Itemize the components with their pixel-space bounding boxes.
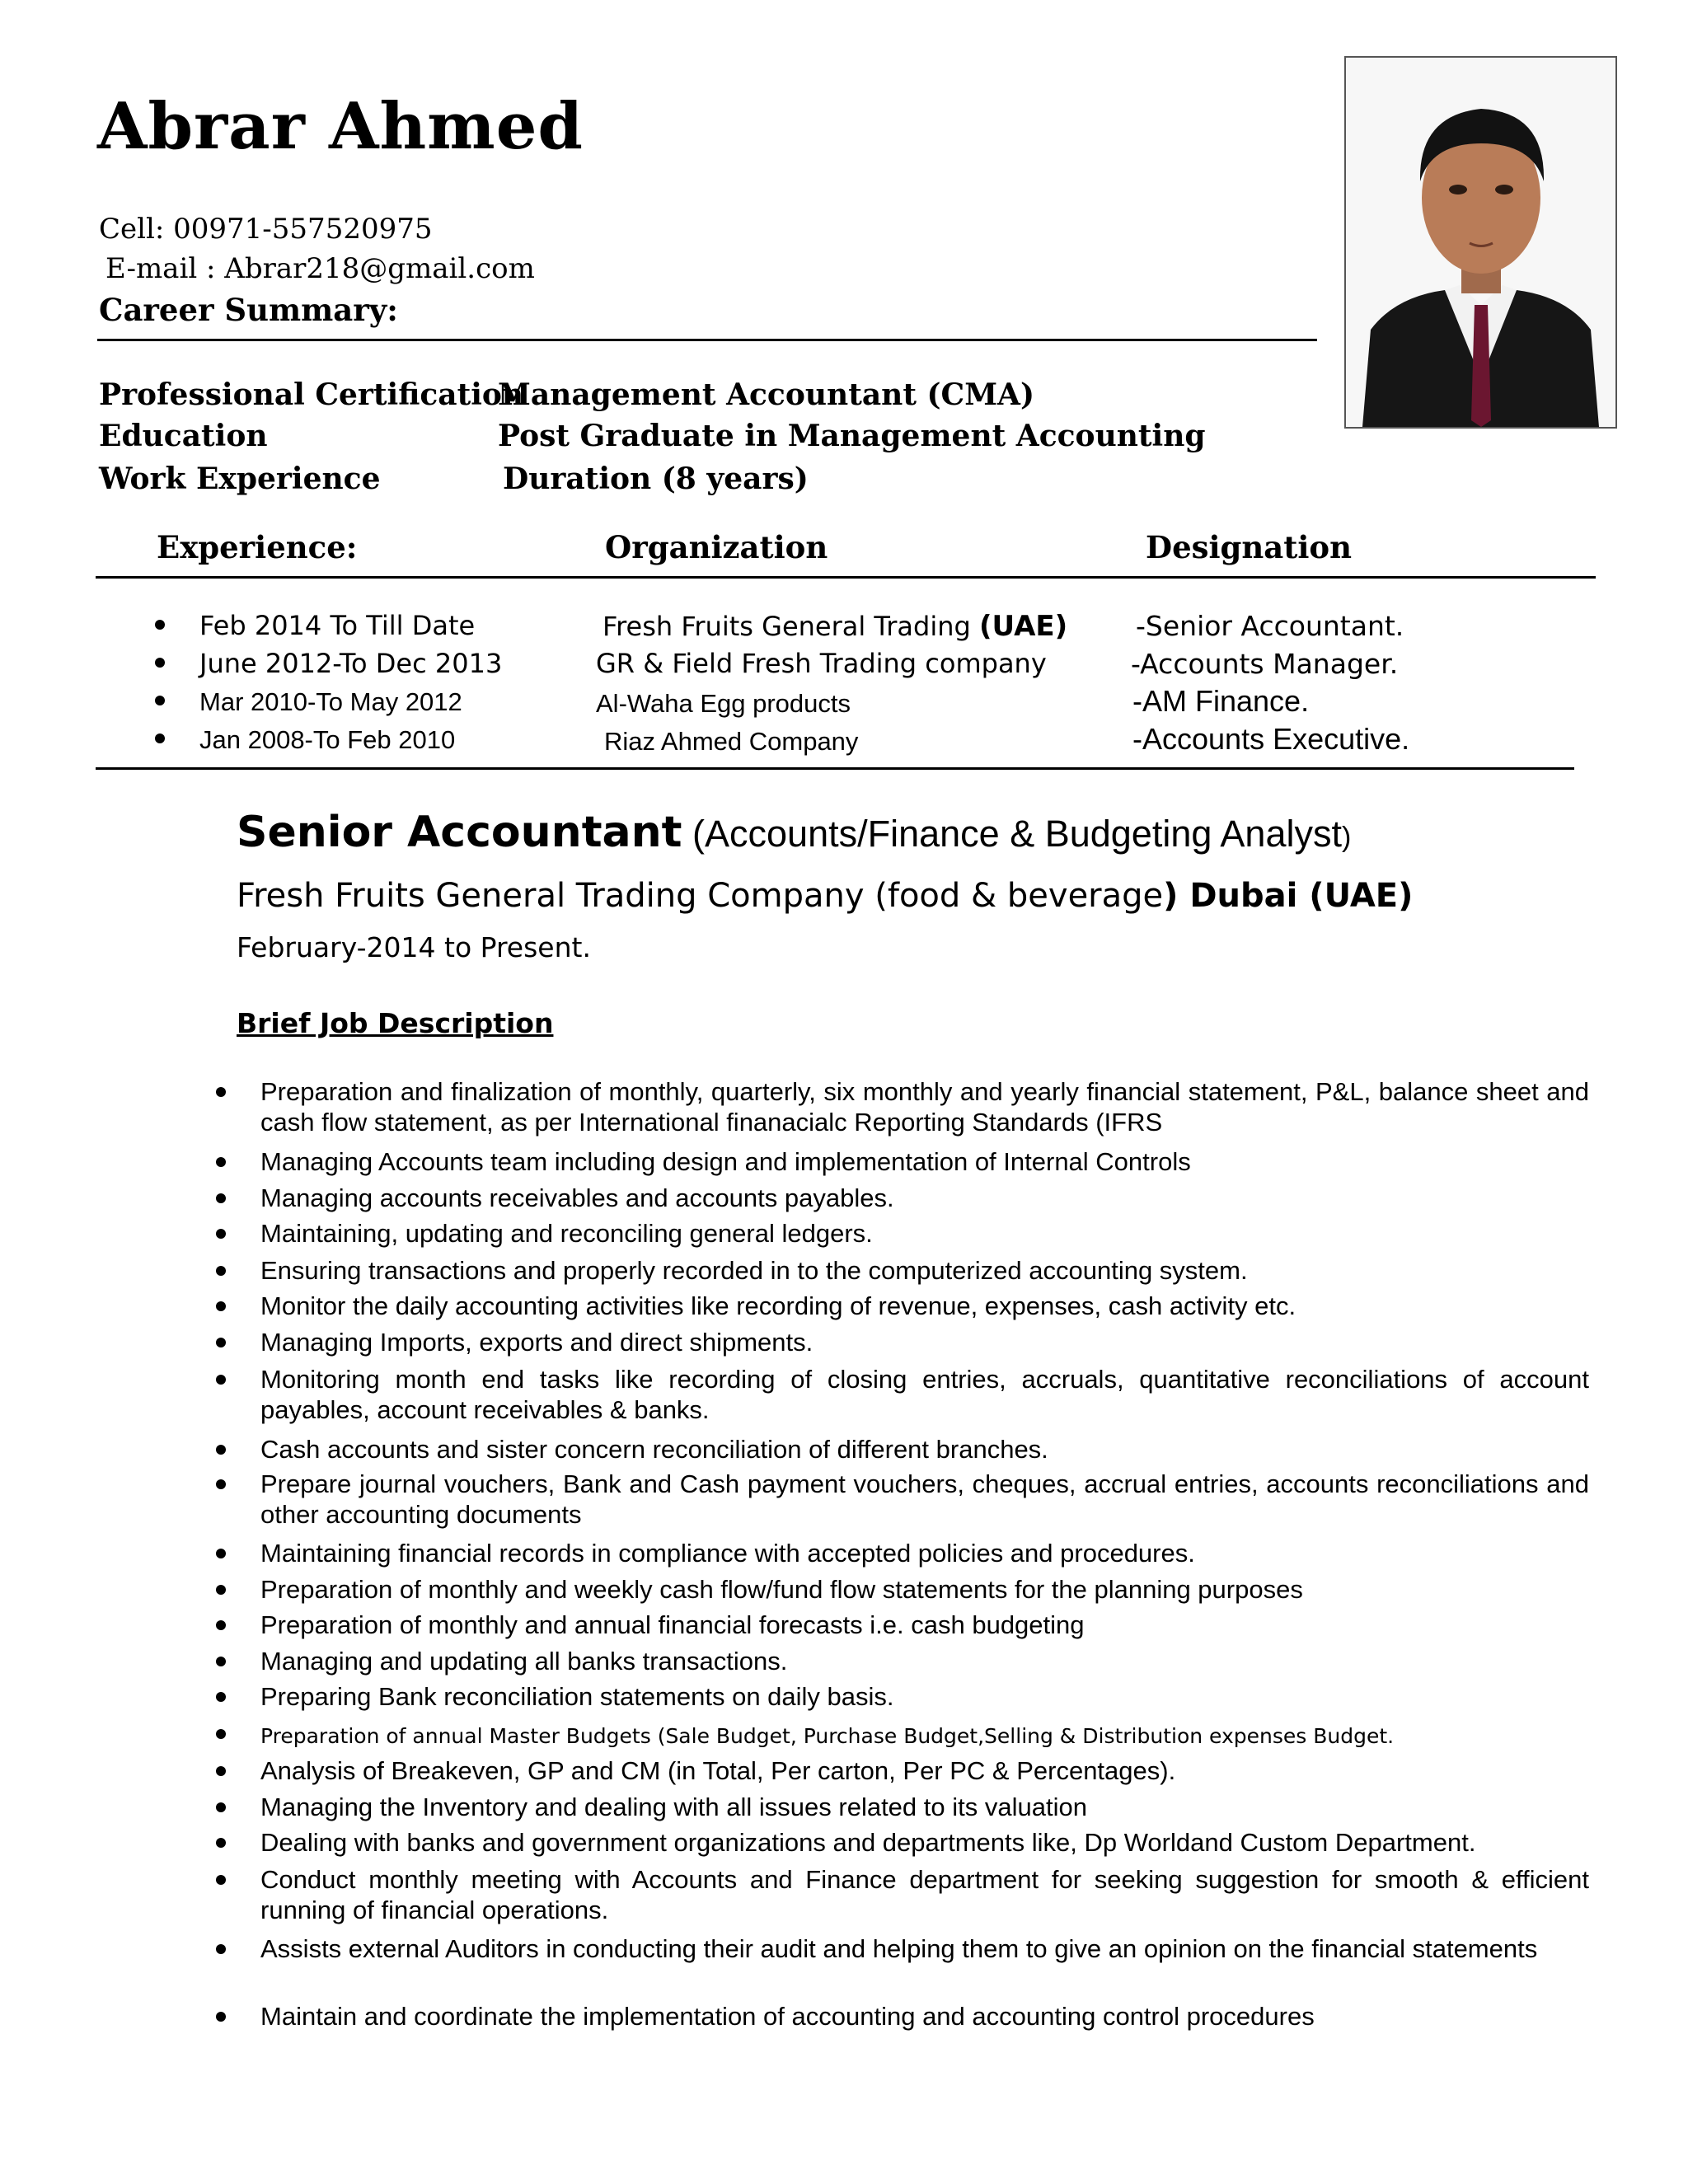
- experience-column-header: Experience:: [157, 529, 358, 565]
- organization-column-header: Organization: [605, 529, 828, 565]
- experience-period: June 2012-To Dec 2013: [199, 648, 503, 679]
- experience-period: Jan 2008-To Feb 2010: [199, 725, 456, 754]
- designation-column-header: Designation: [1146, 529, 1352, 565]
- bullet-icon: [216, 1479, 226, 1489]
- duty-item: Preparation of monthly and annual financial forecasts i.e. cash budgeting: [260, 1610, 1589, 1640]
- summary-label-education: Education: [99, 419, 268, 453]
- position-title: Senior Accountant (Accounts/Finance & Budgeting Analyst): [237, 808, 1352, 857]
- duty-item: Preparation of monthly and weekly cash flow/fund flow statements for the planning purposes: [260, 1574, 1589, 1605]
- bullet-icon: [216, 1729, 226, 1739]
- bullet-icon: [216, 1087, 226, 1097]
- summary-label-work-experience: Work Experience: [99, 462, 381, 496]
- summary-value-certification: Management Accountant (CMA): [498, 377, 1035, 412]
- bullet-icon: [155, 620, 165, 630]
- bullet-icon: [216, 2012, 226, 2022]
- duty-item: Dealing with banks and government organizations and departments like, Dp Worldand Custom Department.: [260, 1827, 1589, 1858]
- cell-number: Cell: 00971-557520975: [99, 213, 433, 246]
- experience-organization: Riaz Ahmed Company: [604, 727, 859, 756]
- experience-row: [0, 686, 1688, 722]
- bullet-icon: [216, 1692, 226, 1702]
- experience-period: Feb 2014 To Till Date: [199, 610, 476, 641]
- email-address: E-mail : Abrar218@gmail.com: [106, 252, 535, 285]
- duty-item: Managing accounts receivables and accounts payables.: [260, 1183, 1589, 1213]
- experience-designation: -Senior Accountant.: [1136, 610, 1404, 642]
- experience-organization: Fresh Fruits General Trading (UAE): [603, 610, 1068, 643]
- duty-item: Preparation of annual Master Budgets (Sale Budget, Purchase Budget,Selling & Distribution expenses Budget.: [260, 1721, 1589, 1751]
- experience-designation: -Accounts Executive.: [1132, 722, 1410, 756]
- bullet-icon: [216, 1875, 226, 1885]
- bullet-icon: [216, 1301, 226, 1311]
- career-divider: [97, 339, 1317, 341]
- career-summary-heading: Career Summary:: [99, 292, 398, 328]
- experience-period: Mar 2010-To May 2012: [199, 687, 462, 716]
- bullet-icon: [216, 1549, 226, 1558]
- bullet-icon: [216, 1766, 226, 1776]
- duty-item: Monitoring month end tasks like recording of closing entries, accruals, quantitative reconciliations of account payables, account receivables & banks.: [260, 1364, 1589, 1425]
- experience-row: [0, 724, 1688, 760]
- bullet-icon: [216, 1944, 226, 1954]
- bullet-icon: [216, 1585, 226, 1595]
- bullet-icon: [216, 1620, 226, 1630]
- bullet-icon: [155, 658, 165, 668]
- experience-designation: -Accounts Manager.: [1131, 648, 1399, 680]
- profile-photo: [1344, 56, 1617, 429]
- experience-row: [0, 610, 1688, 646]
- duty-item: Ensuring transactions and properly recorded in to the computerized accounting system.: [260, 1255, 1589, 1286]
- experience-row: [0, 648, 1688, 684]
- duty-item: Monitor the daily accounting activities like recording of revenue, expenses, cash activity etc.: [260, 1291, 1589, 1321]
- bullet-icon: [216, 1445, 226, 1455]
- duty-item: Preparing Bank reconciliation statements on daily basis.: [260, 1681, 1589, 1712]
- bullet-icon: [216, 1657, 226, 1666]
- profile-photo-illustration: [1346, 58, 1615, 427]
- candidate-name: Abrar Ahmed: [97, 89, 584, 164]
- bullet-icon: [216, 1375, 226, 1385]
- duty-item: Maintaining financial records in compliance with accepted policies and procedures.: [260, 1538, 1589, 1568]
- experience-table-bottom-divider: [96, 767, 1574, 770]
- bullet-icon: [216, 1802, 226, 1812]
- position-dates: February-2014 to Present.: [237, 931, 591, 963]
- duty-item: Managing Accounts team including design and implementation of Internal Controls: [260, 1146, 1589, 1177]
- duty-item: Conduct monthly meeting with Accounts and Finance department for seeking suggestion for smooth & efficient running of financial operations.: [260, 1864, 1589, 1925]
- bullet-icon: [155, 696, 165, 705]
- experience-header-divider: [96, 576, 1596, 579]
- duty-item: Preparation and finalization of monthly, quarterly, six monthly and yearly financial statement, P&L, balance sheet and cash flow statement, as per International finanacialc Reporting Standards (IFRS: [260, 1076, 1589, 1137]
- duty-item: Analysis of Breakeven, GP and CM (in Total, Per carton, Per PC & Percentages).: [260, 1755, 1589, 1786]
- summary-value-education: Post Graduate in Management Accounting: [498, 419, 1206, 453]
- bullet-icon: [216, 1193, 226, 1203]
- bullet-icon: [155, 733, 165, 743]
- position-company: Fresh Fruits General Trading Company (food & beverage) Dubai (UAE): [237, 877, 1414, 915]
- bullet-icon: [216, 1838, 226, 1848]
- duty-item: Managing Imports, exports and direct shipments.: [260, 1327, 1589, 1357]
- duty-item: Managing the Inventory and dealing with all issues related to its valuation: [260, 1792, 1589, 1822]
- duty-item: Managing and updating all banks transactions.: [260, 1646, 1589, 1676]
- experience-organization: Al-Waha Egg products: [596, 689, 851, 718]
- bullet-icon: [216, 1157, 226, 1167]
- duty-item: Assists external Auditors in conducting their audit and helping them to give an opinion on the financial statements: [260, 1933, 1589, 1964]
- bullet-icon: [216, 1338, 226, 1347]
- duty-item: Maintaining, updating and reconciling general ledgers.: [260, 1218, 1589, 1249]
- experience-designation: -AM Finance.: [1132, 684, 1310, 718]
- duty-item: Maintain and coordinate the implementation of accounting and accounting control procedures: [260, 2001, 1589, 2032]
- summary-label-certification: Professional Certification: [99, 377, 524, 412]
- bullet-icon: [216, 1266, 226, 1276]
- duty-item: Prepare journal vouchers, Bank and Cash payment vouchers, cheques, accrual entries, accounts reconciliations and other accounting documents: [260, 1469, 1589, 1530]
- summary-value-work-experience: Duration (8 years): [503, 462, 809, 496]
- duty-item: Cash accounts and sister concern reconciliation of different branches.: [260, 1434, 1589, 1465]
- bullet-icon: [216, 1229, 226, 1239]
- brief-job-description-heading: Brief Job Description: [237, 1007, 554, 1039]
- experience-organization: GR & Field Fresh Trading company: [596, 648, 1047, 679]
